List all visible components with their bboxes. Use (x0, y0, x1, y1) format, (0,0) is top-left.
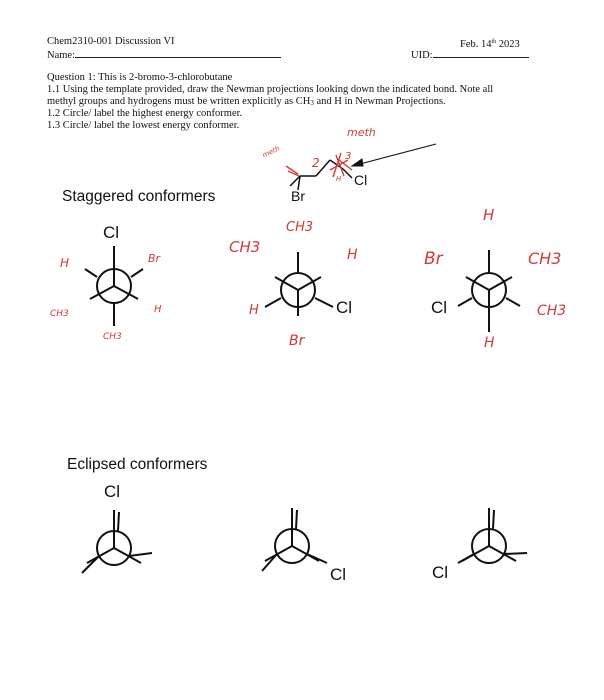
staggered-newman-2 (265, 252, 333, 316)
e2-lower-right-label: Cl (330, 565, 347, 584)
e1-top-label: Cl (104, 482, 121, 501)
e3-lower-left-label: Cl (432, 563, 449, 582)
eclipsed-newman-3 (458, 508, 527, 563)
s3-front-lower-right-label: CH3 (537, 303, 567, 319)
eclipsed-newman-2 (262, 508, 327, 571)
s3-front-upper-right-label: CH3 (528, 249, 562, 268)
staggered-newman-3 (458, 250, 520, 332)
name-label: Name: (47, 50, 75, 61)
s2-back-top-label: CH3 (286, 220, 314, 235)
eclipsed-newman-1 (82, 510, 152, 573)
question-part-1-line-2: methyl groups and hydrogens must be written explicitly as CH3 and H in Newman Projections. (47, 96, 446, 107)
s2-front-upper-right-label: H (347, 247, 358, 263)
hand-meth-top: meth (347, 126, 376, 139)
s2-front-upper-left-label: CH3 (229, 238, 261, 256)
molecule-br-label: Br (291, 188, 305, 204)
question-part-2: 1.2 Circle/ label the highest energy conformer. (47, 108, 243, 119)
course-title: Chem2310-001 Discussion VI (47, 36, 175, 47)
staggered-title: Staggered conformers (62, 188, 216, 205)
bond-arrow (352, 144, 436, 166)
question-part-1-line-1: 1.1 Using the template provided, draw the Newman projections looking down the indicated bond. Note all (47, 84, 494, 95)
uid-label: UID: (411, 50, 433, 61)
s1-front-top-label: Cl (103, 223, 120, 242)
question-part-3: 1.3 Circle/ label the lowest energy conformer. (47, 120, 240, 131)
hand-meth-left: meth (261, 144, 282, 160)
question-title: Question 1: This is 2-bromo-3-chlorobutane (47, 72, 233, 83)
date-text: Feb. 14th 2023 (460, 39, 520, 50)
s2-front-lower-left-label: H (249, 303, 259, 318)
s3-back-top-label: H (483, 206, 495, 224)
eclipsed-title: Eclipsed conformers (67, 456, 208, 473)
hand-h-small: H (336, 175, 342, 183)
hand-number-3: 3 (345, 151, 352, 162)
hand-number-2: 2 (312, 156, 320, 170)
molecule-skeleton (290, 160, 352, 190)
s1-back-upper-right-label: Br (148, 252, 161, 265)
s1-back-lower-right-label: H (154, 304, 162, 315)
s3-back-left-label: Cl (431, 298, 448, 317)
molecule-cl-label: Cl (354, 172, 368, 188)
staggered-newman-1 (85, 246, 143, 326)
s2-back-right-label: Cl (336, 298, 353, 317)
s3-back-bottom-label: H (484, 335, 495, 351)
s1-back-upper-left-label: H (60, 256, 70, 270)
s2-back-bottom-label: Br (289, 333, 305, 349)
s1-front-bottom-label: CH3 (103, 332, 122, 342)
s1-front-lower-left-label: CH3 (50, 309, 69, 319)
s3-front-upper-left-label: Br (424, 249, 443, 269)
